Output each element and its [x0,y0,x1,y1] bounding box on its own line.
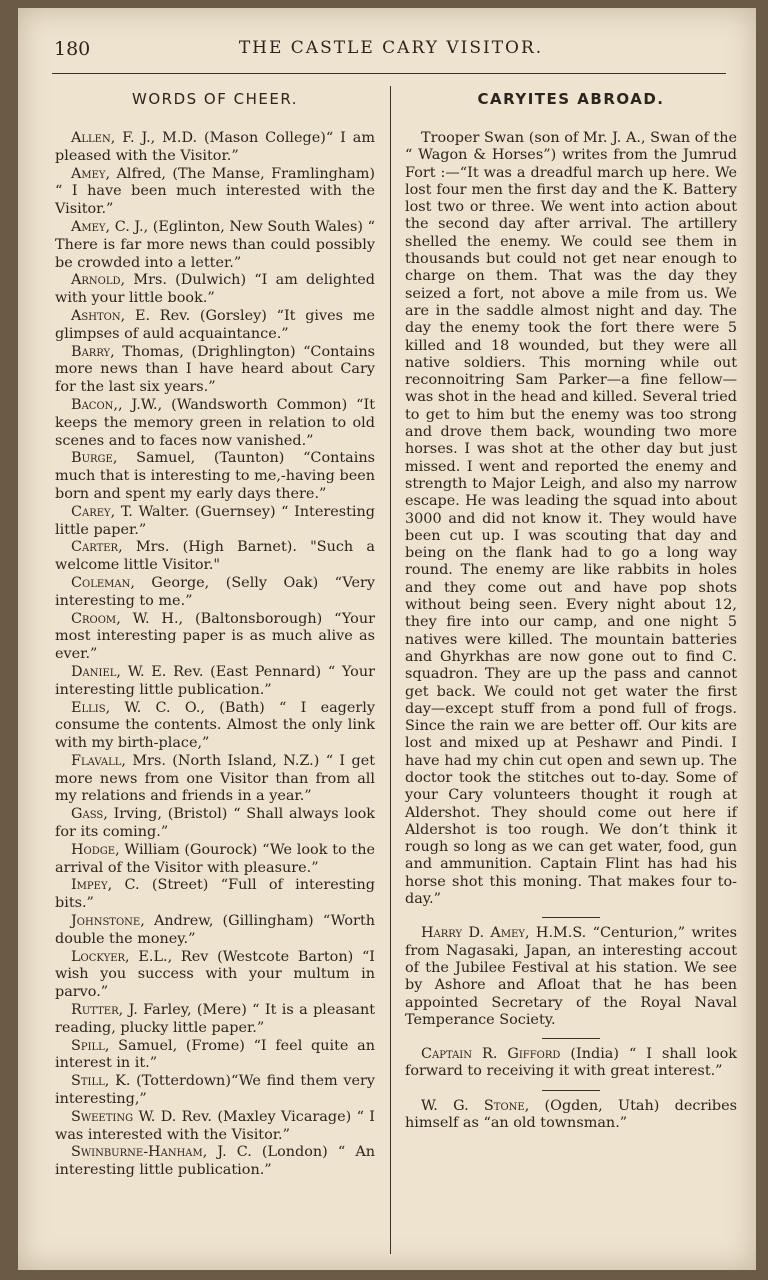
section-separator [542,917,600,918]
person-name: Burge [71,450,113,467]
person-name: Ashton [71,307,121,324]
entry-text: W. D. Rev. (Maxley Vicarage) “ I was interested with the Visitor.” [55,1108,375,1143]
person-name: Ellis [71,699,106,716]
testimonial-entry [55,130,375,166]
entry-text: , T. Walter. (Guernsey) “ Interesting little paper.” [55,503,375,538]
testimonial-entry [55,219,375,272]
person-name: Lockyer [71,948,126,965]
entry-text: , Irving, (Bristol) “ Shall always look for its coming.” [55,806,375,841]
caryites-abroad-column [405,90,737,1132]
testimonial-entry [55,1038,375,1074]
words-of-cheer-column [55,90,375,1180]
testimonial-entry [55,842,375,878]
column-divider [390,86,391,1254]
entry-text: , J. Farley, (Mere) “ It is a pleasant reading, plucky little paper.” [55,1002,375,1036]
person-name: Allen [71,130,111,146]
testimonial-entry [55,450,375,503]
testimonial-entry [55,575,375,611]
testimonial-entry [55,664,375,700]
entry-text: , Mrs. (Dulwich) “I am delighted with your little book.” [55,272,375,307]
person-name: Amey [71,218,106,235]
entry-text: , C. (Street) “Full of interesting bits.” [55,877,375,912]
person-name: Still [71,1073,105,1090]
testimonial-entry [55,700,375,753]
caryites-abroad-heading: CARYITES ABROAD. [477,90,665,108]
person-name: Arnold [71,272,121,289]
person-name: Johnstone [71,913,141,930]
person-name: Barry [71,343,111,360]
testimonial-list [55,130,375,1180]
entry-text: , C. J., (Eglinton, New South Wales) “ There is far more news than could possibly be crowded into a letter.” [55,218,375,271]
testimonial-entry [55,397,375,450]
person-name: Rutter [71,1002,119,1019]
testimonial-entry [55,1144,375,1180]
testimonial-entry [55,1073,375,1109]
person-name: Impey [71,877,108,894]
entry-text: , Mrs. (High Barnet). "Such a welcome little Visitor." [55,539,375,574]
testimonial-entry [55,1002,375,1038]
entry-text: , Samuel, (Taunton) “Contains much that is interesting to me,-having been born and spent my early days there.” [55,450,375,502]
entry-text: , H.M.S. “Centurion,” writes from Nagasaki, Japan, an interesting accout of the Jubilee Festival at his station. We see by Ashore and Afloat that he has been appointed Secretary of the Royal Naval Temperance Society. [405,925,737,1028]
testimonial-entry [55,806,375,842]
person-name: Gass [71,806,104,823]
entry-text: , W. C. O., (Bath) “ I eagerly consume the contents. Almost the only link with my birth-place,” [55,699,375,752]
entry-text: , K. (Totterdown)“We find them very interesting,” [55,1073,375,1108]
testimonial-entry [55,753,375,806]
letter-item [405,1098,737,1133]
entry-text: , (Ogden, Utah) decribes himself as “an old townsman.” [405,1097,737,1132]
words-of-cheer-heading: WORDS OF CHEER. [132,90,298,108]
entry-text: (India) “ I shall look forward to receiving it with great interest.” [405,1046,738,1080]
journal-page [18,8,756,1270]
person-name: Harry D. Amey [421,925,525,942]
person-name: Bacon [71,396,114,413]
person-name: Daniel [71,663,117,680]
person-name: Carter [71,539,119,556]
testimonial-entry [55,539,375,575]
entry-text: , W. H., (Baltonsborough) “Your most interesting paper is as much alive as ever.” [55,610,375,663]
entry-text: , William (Gourock) “We look to the arrival of the Visitor with pleasure.” [55,841,375,876]
entry-text: , Alfred, (The Manse, Framlingham) “ I have been much interested with the Visitor.” [55,165,375,218]
letter-item [405,1046,737,1081]
entry-text: , E.L., Rev (Westcote Barton) “I wish you success with your multum in parvo.” [55,948,375,1001]
person-name: Coleman [71,574,131,591]
person-name: Sweeting [71,1108,134,1125]
person-name: Amey [71,165,106,182]
letter-item [405,925,737,1029]
entry-text: , F. J., M.D. (Mason College)“ I am pleased with the Visitor.” [55,130,375,164]
entry-text: , Thomas, (Drighlington) “Contains more news than I have heard about Cary for the last six years.” [55,343,375,396]
entry-text: , J. C. (London) “ An interesting little publication.” [55,1144,375,1179]
entry-text: , George, (Selly Oak) “Very interesting to me.” [55,574,375,609]
testimonial-entry [55,877,375,913]
testimonial-entry [55,272,375,308]
testimonial-entry [55,504,375,540]
header-rule [52,73,726,74]
page-number: 180 [54,38,91,60]
running-head [52,38,730,68]
person-name: Flavall [71,752,122,769]
testimonial-entry [55,611,375,664]
letter-item [405,130,737,908]
person-name: W. G. Stone [421,1097,525,1114]
journal-title: THE CASTLE CARY VISITOR. [238,38,544,58]
testimonial-entry [55,308,375,344]
section-separator [542,1038,600,1039]
person-name: Croom [71,610,117,627]
testimonial-entry [55,949,375,1002]
entry-text: Trooper Swan (son of Mr. J. A., Swan of the “ Wagon & Horses”) writes from the Jumrud Fort :—“It was a dreadful march up here. We lost four men the first day and the K. Battery lost two or three. We went into action about the second day after arrival. The artillery shelled the enemy. We could see them in thousands but could not get near enough to charge on them. That was the day they seized a fort, not above a mile from us. We are in the saddle almost night and day. The day the enemy took the fort there were 5 killed and 18 wounded, but they were all native soldiers. This morning while out reconnoitring Sam Parker—a fine fellow—was shot in the head and killed. Several tried to get to him but the enemy was too strong and drove them back, wounding two more horses. I was shot at the other day but just missed. I went and reported the enemy and strength to Major Leigh, and also my narrow escape. He was leading the squad into about 3000 and did not know it. They would have been cut up. I was scouting that day and being on the flank had to go a long way round. The enemy are like rabbits in holes and they come out and have pop shots without being seen. Every night about 12, they fire into our camp, and one night 5 natives were killed. The mountain batteries and Ghyrkhas are now gone out to find C. squadron. They are up the pass and cannot get back. We could not get water the first day—except stuff from a pond full of frogs. Since the rain we are better off. Our kits are lost and mixed up at Peshawr and Pindi. I have had my chin cut open and sewn up. The doctor took the stitches out to-day. Some of your Cary volunteers thought it rough at Aldershot. They should come out here if Aldershot is too rough. We don’t think it rough so long as we can get water, food, gun and ammunition. Captain Flint has had his horse shot this moning. That makes four to-day.” [405,130,737,908]
person-name: Spill [71,1037,105,1054]
person-name: Swinburne-Hanham [71,1144,203,1161]
entry-text: , W. E. Rev. (East Pennard) “ Your interesting little publication.” [55,663,375,698]
entry-text: , E. Rev. (Gorsley) “It gives me glimpses of auld acquaintance.” [55,307,375,342]
person-name: Hodge [71,841,116,858]
testimonial-entry [55,1109,375,1145]
entry-text: , Andrew, (Gillingham) “Worth double the money.” [55,913,375,947]
entry-text: , Mrs. (North Island, N.Z.) “ I get more news from one Visitor than from all my relations and friends in a year.” [55,752,375,805]
person-name: Carey [71,503,111,520]
section-separator [542,1090,600,1091]
testimonial-entry [55,913,375,949]
testimonial-entry [55,166,375,219]
person-name: Captain R. Gifford [421,1046,561,1063]
entry-text: ,, J.W., (Wandsworth Common) “It keeps the memory green in relation to old scenes and to faces now vanished.” [55,396,375,449]
testimonial-entry [55,344,375,397]
entry-text: , Samuel, (Frome) “I feel quite an interest in it.” [55,1037,375,1072]
letters-list [405,130,737,1132]
